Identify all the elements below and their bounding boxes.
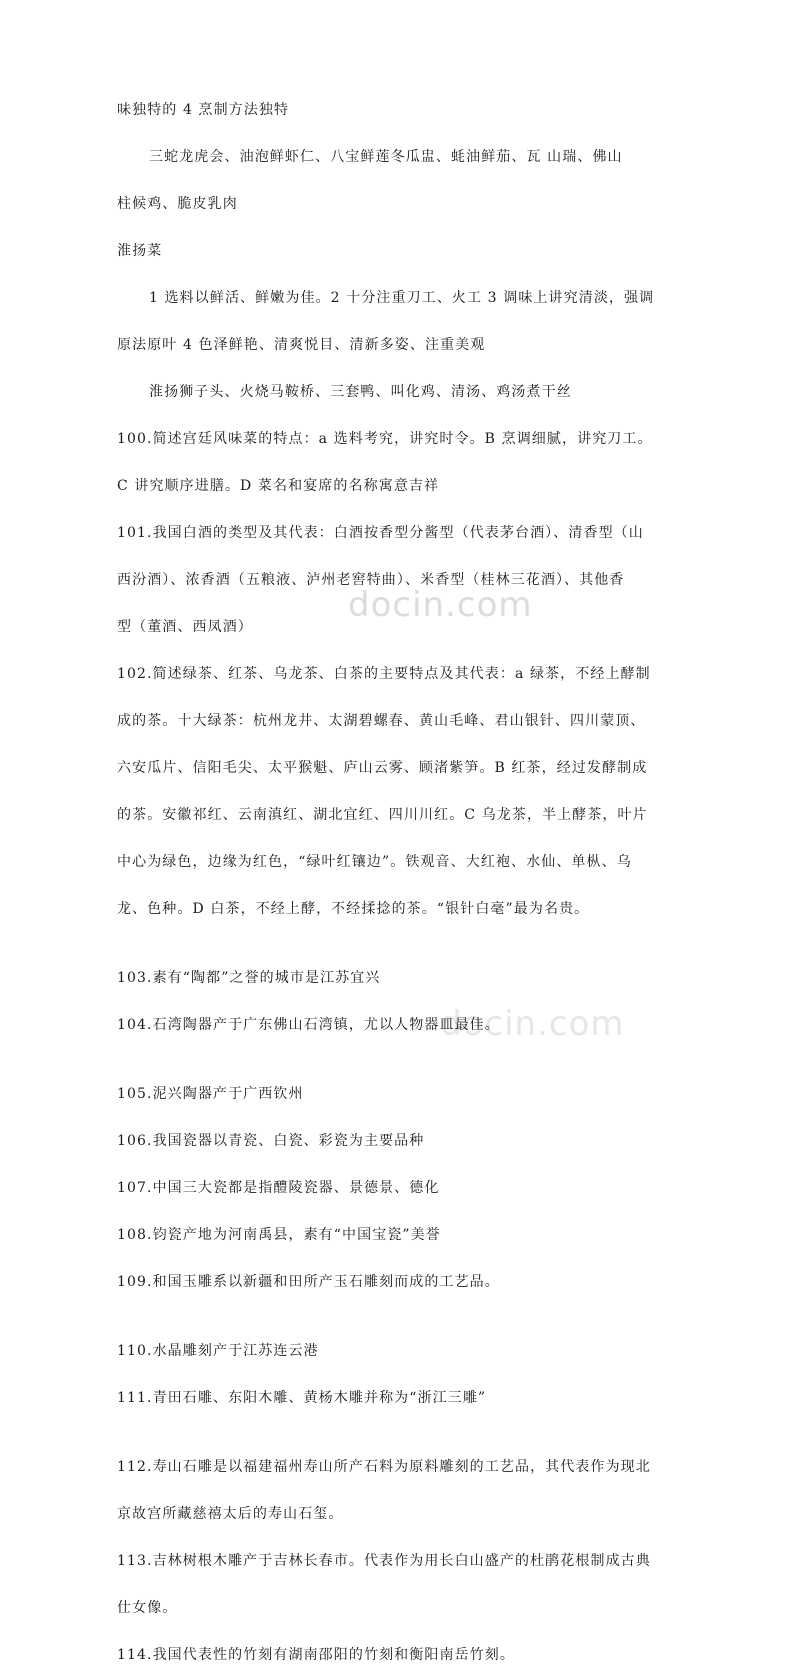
text-line: 112.寿山石雕是以福建福州寿山所产石料为原料雕刻的工艺品，其代表作为现北 [117,1459,651,1475]
text-line: 淮扬狮子头、火烧马鞍桥、三套鸭、叫化鸡、清汤、鸡汤煮干丝 [149,384,572,400]
text-line: 仕女像。 [117,1600,178,1616]
text-line: 109.和国玉雕系以新疆和田所产玉石雕刻而成的工艺品。 [117,1274,500,1290]
text-line: 三蛇龙虎会、油泡鲜虾仁、八宝鲜莲冬瓜盅、蚝油鲜茄、瓦 山瑞、佛山 [149,149,623,165]
text-line: 101.我国白酒的类型及其代表：白酒按香型分酱型（代表茅台酒）、清香型（山 [117,525,644,541]
text-line: 1 选料以鲜活、鲜嫩为佳。2 十分注重刀工、火工 3 调味上讲究清淡，强调 [149,290,655,306]
text-line: 114.我国代表性的竹刻有湖南邵阳的竹刻和衡阳南岳竹刻。 [117,1647,515,1663]
text-line: 111.青田石雕、东阳木雕、黄杨木雕并称为“浙江三雕” [117,1390,487,1406]
text-line: 中心为绿色，边缘为红色，“绿叶红镶边”。铁观音、大红袍、水仙、单枞、乌 [117,854,632,870]
text-line: 106.我国瓷器以青瓷、白瓷、彩瓷为主要品种 [117,1133,425,1149]
text-line: 104.石湾陶器产于广东佛山石湾镇，尤以人物器皿最佳。 [117,1017,500,1033]
text-line: 六安瓜片、信阳毛尖、太平猴魁、庐山云雾、顾渚紫笋。B 红茶，经过发酵制成 [117,760,648,776]
watermark-bottom: docin.com [440,1004,625,1044]
text-line: 的茶。安徽祁红、云南滇红、湖北宜红、四川川红。C 乌龙茶，半上酵茶，叶片 [117,807,648,823]
text-line: 103.素有“陶都”之誉的城市是江苏宜兴 [117,970,381,986]
text-line: 京故宫所藏慈禧太后的寿山石玺。 [117,1506,344,1522]
text-line: 原法原叶 4 色泽鲜艳、清爽悦目、清新多姿、注重美观 [117,337,486,353]
text-line: 西汾酒）、浓香酒（五粮液、泸州老窖特曲）、米香型（桂林三花酒）、其他香 [117,572,625,588]
text-line: 型（董酒、西凤酒） [117,619,253,635]
text-line: 105.泥兴陶器产于广西钦州 [117,1086,304,1102]
text-line: 110.水晶雕刻产于江苏连云港 [117,1343,319,1359]
text-line: 108.钧瓷产地为河南禹县，素有“中国宝瓷”美誉 [117,1227,441,1243]
text-line: 龙、色种。D 白茶，不经上酵，不经揉捻的茶。“银针白毫”最为名贵。 [117,901,590,917]
text-line: 味独特的 4 烹制方法独特 [117,102,290,118]
watermark: docin.com [348,585,533,625]
text-line: C 讲究顺序进膳。D 菜名和宴席的名称寓意吉祥 [117,478,440,494]
text-line: 113.吉林树根木雕产于吉林长春市。代表作为用长白山盛产的杜鹃花根制成古典 [117,1553,651,1569]
text-line: 100.简述宫廷风味菜的特点：a 选料考究，讲究时令。B 烹调细腻，讲究刀工。 [117,431,653,447]
text-line: 成的茶。十大绿茶：杭州龙井、太湖碧螺春、黄山毛峰、君山银针、四川蒙顶、 [117,713,646,729]
section-heading: 淮扬菜 [117,243,163,259]
text-line: 102.简述绿茶、红茶、乌龙茶、白茶的主要特点及其代表：a 绿茶，不经上酵制 [117,666,651,682]
text-line: 柱候鸡、脆皮乳肉 [117,196,238,212]
text-line: 107.中国三大瓷都是指醴陵瓷器、景德景、德化 [117,1180,440,1196]
